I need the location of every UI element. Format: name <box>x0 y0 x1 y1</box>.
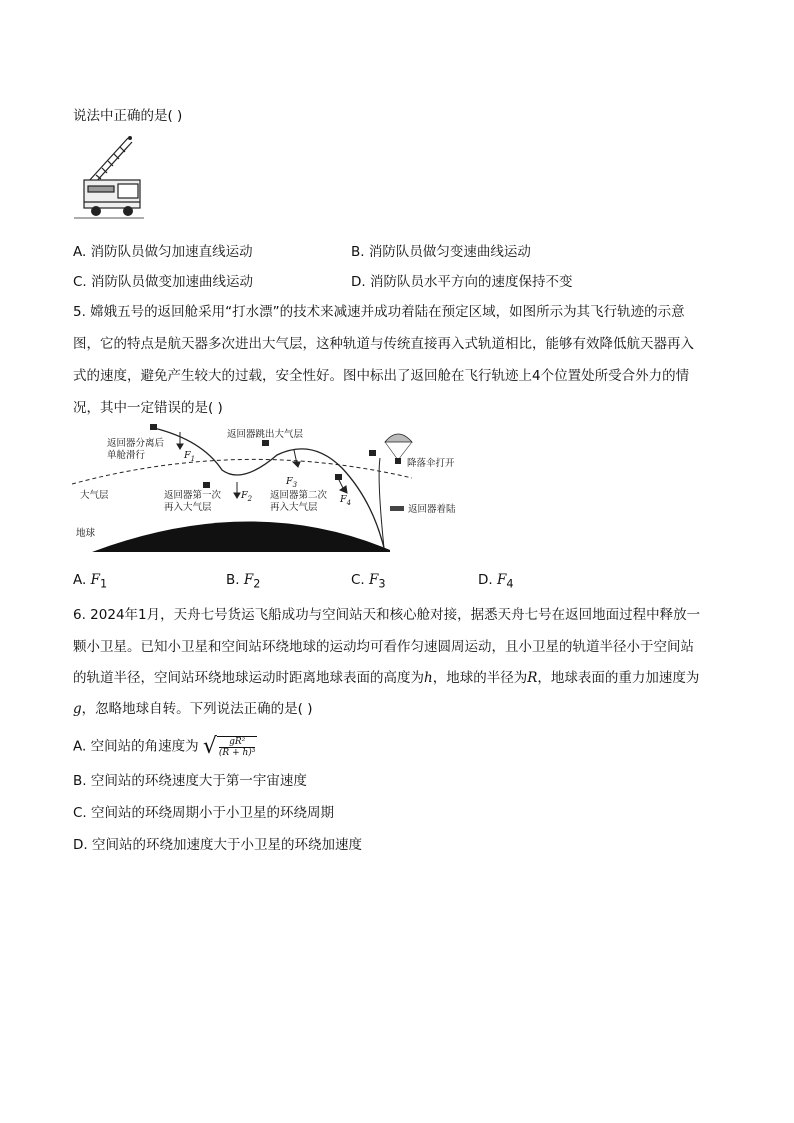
q4-stem-tail: 说法中正确的是( ) <box>73 108 183 124</box>
q5-stem-line-1: 5. 嫦娥五号的返回舱采用“打水漂”的技术来减速并成功着陆在预定区域，如图所示为其飞行轨迹的示意 <box>73 304 685 320</box>
label-landing: 返回器着陆 <box>408 504 456 515</box>
q6-option-d: D. 空间站的环绕加速度大于小卫星的环绕加速度 <box>73 837 362 853</box>
label-first-in-2: 再入大气层 <box>164 502 212 513</box>
sqrt-expression: √ $\frac{\text{gR²}}{\text{(R + h)³}}$ <box>202 734 256 759</box>
capsule-4 <box>335 474 342 480</box>
q5-stem-line-3: 式的速度，避免产生较大的过载，安全性好。图中标出了返回舱在飞行轨迹上4个位置处所受合外力的情 <box>73 368 690 384</box>
q5-option-a: A. $F_1$ <box>73 572 108 591</box>
q6-stem-line-1: 6. 2024年1月，天舟七号货运飞船成功与空间站天和核心舱对接，据悉天舟七号在返回地面过程中释放一 <box>73 607 701 623</box>
trajectory-figure <box>72 420 472 555</box>
capsule-3 <box>262 440 269 446</box>
q4-option-c: C. 消防队员做变加速曲线运动 <box>73 274 254 290</box>
capsule-1 <box>150 424 157 430</box>
q6-option-a: A. 空间站的角速度为 √ $\frac{\text{gR²}}{\text{(R + h)³}}$ <box>73 734 256 759</box>
parachute-icon <box>385 434 412 442</box>
q6-stem-line-4: g，忽略地球自转。下列说法正确的是( ) <box>73 701 313 717</box>
q5-option-d: D. $F_4$ <box>478 572 514 591</box>
f2-label: $F_2$ <box>241 490 253 503</box>
capsule-5 <box>369 450 376 456</box>
q6-stem-line-2: 颗小卫星。已知小卫星和空间站环绕地球的运动均可看作匀速圆周运动，且小卫星的轨道半径小于空间站 <box>73 639 694 655</box>
label-second-in-2: 再入大气层 <box>270 502 318 513</box>
q6-option-b: B. 空间站的环绕速度大于第一宇宙速度 <box>73 773 307 789</box>
atmosphere-boundary <box>72 459 412 484</box>
label-skip-out: 返回器跳出大气层 <box>227 429 304 440</box>
capsule-2 <box>203 482 210 488</box>
q4-option-d: D. 消防队员水平方向的速度保持不变 <box>351 274 573 290</box>
label-earth: 地球 <box>76 528 96 539</box>
label-separate: 返回器分离后 <box>107 438 165 449</box>
q4-option-b: B. 消防队员做匀变速曲线运动 <box>351 244 531 260</box>
label-second-in: 返回器第二次 <box>270 490 328 501</box>
q6-stem-line-3: 的轨道半径，空间站环绕地球运动时距离地球表面的高度为h，地球的半径为R，地球表面的重力加速度为 <box>73 670 700 686</box>
q5-option-c: C. $F_3$ <box>351 572 386 591</box>
q6-option-c: C. 空间站的环绕周期小于小卫星的环绕周期 <box>73 805 335 821</box>
q5-stem-line-4: 况，其中一定错误的是( ) <box>73 400 223 416</box>
landed-capsule <box>390 506 404 511</box>
q5-stem-line-2: 图，它的特点是航天器多次进出大气层，这种轨道与传统直接再入式轨道相比，能够有效降低航天器再入 <box>73 336 694 352</box>
label-first-in: 返回器第一次 <box>164 490 222 501</box>
q4-option-a: A. 消防队员做匀加速直线运动 <box>73 244 253 260</box>
fire-truck-figure <box>70 132 150 222</box>
q5-option-b: B. $F_2$ <box>226 572 261 591</box>
label-atmosphere: 大气层 <box>80 490 109 501</box>
earth-shape <box>92 521 390 552</box>
f1-label: $F_1$ <box>184 450 196 463</box>
f4-label: $F_4$ <box>340 494 352 507</box>
label-separate-2: 单舱滑行 <box>107 450 146 461</box>
f3-label: $F_3$ <box>286 476 298 489</box>
label-parachute: 降落伞打开 <box>407 458 455 469</box>
